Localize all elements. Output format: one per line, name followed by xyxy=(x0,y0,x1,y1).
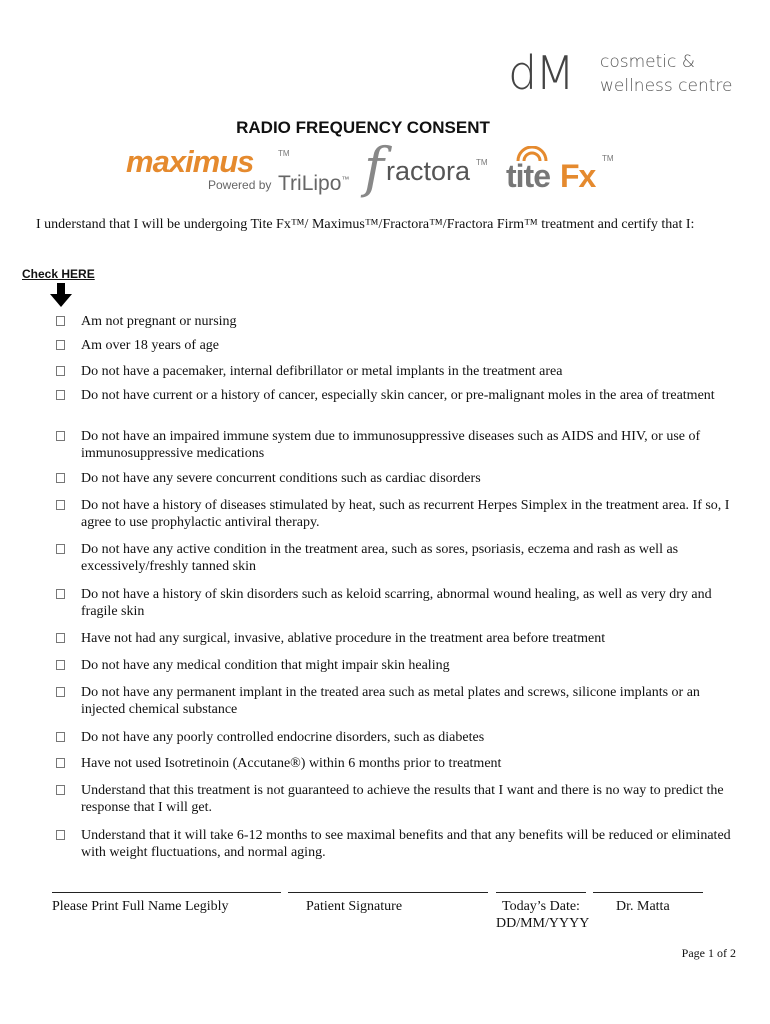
check-here-label: Check HERE xyxy=(22,267,95,281)
checklist-item[interactable]: Do not have a history of diseases stimulated by heat, such as recurrent Herpes Simplex in the treatment area. If so, I agree to use prophylactic antiviral therapy. xyxy=(56,497,740,531)
trilipo-wordmark: TriLipo™ xyxy=(278,172,350,195)
checklist-item[interactable]: Do not have any permanent implant in the treated area such as metal plates and screws, silicone implants or an injected chemical substance xyxy=(56,684,740,718)
name-signature-line[interactable] xyxy=(52,892,281,893)
checkbox[interactable] xyxy=(56,687,65,697)
checklist-item[interactable]: Do not have current or a history of cancer, especially skin cancer, or pre-malignant moles in the area of treatment xyxy=(56,387,740,404)
page-number: Page 1 of 2 xyxy=(681,946,736,960)
checkbox[interactable] xyxy=(56,390,65,400)
checklist-item[interactable]: Do not have any severe concurrent conditions such as cardiac disorders xyxy=(56,470,740,487)
checklist-item[interactable]: Understand that this treatment is not guaranteed to achieve the results that I want and there is no way to predict the response that I will get. xyxy=(56,782,740,816)
titefx-tite-text: tite xyxy=(506,158,550,194)
checklist-item[interactable]: Have not used Isotretinoin (Accutane®) within 6 months prior to treatment xyxy=(56,755,740,772)
document-title: RADIO FREQUENCY CONSENT xyxy=(236,118,490,137)
checkbox[interactable] xyxy=(56,366,65,376)
patient-signature-line[interactable] xyxy=(288,892,488,893)
powered-by-text: Powered by xyxy=(208,178,272,192)
checkbox[interactable] xyxy=(56,633,65,643)
checkbox[interactable] xyxy=(56,316,65,326)
checklist-item[interactable]: Understand that it will take 6-12 months to see maximal benefits and that any benefits will be reduced or eliminated with weight fluctuations, and normal aging. xyxy=(56,827,740,861)
checklist-item[interactable]: Do not have any active condition in the treatment area, such as sores, psoriasis, eczema and rash as well as excessively/freshly tanned skin xyxy=(56,541,740,575)
checkbox[interactable] xyxy=(56,473,65,483)
checklist-item[interactable]: Do not have a history of skin disorders such as keloid scarring, abnormal wound healing, as well as very dry and fragile skin xyxy=(56,586,740,620)
date-signature-line[interactable] xyxy=(496,892,586,893)
name-field-label: Please Print Full Name Legibly xyxy=(52,899,229,914)
clinic-name-line1: cosmetic & xyxy=(600,52,696,72)
intro-paragraph: I understand that I will be undergoing Tite Fx™/ Maximus™/Fractora™/Fractora Firm™ treatment and certify that I: xyxy=(36,217,695,232)
checklist-item[interactable]: Have not had any surgical, invasive, ablative procedure in the treatment area before treatment xyxy=(56,630,740,647)
checkbox[interactable] xyxy=(56,500,65,510)
checklist-item[interactable]: Do not have an impaired immune system due to immunosuppressive diseases such as AIDS and HIV, or use of immunosuppressive medications xyxy=(56,428,740,462)
fractora-f-glyph: f xyxy=(364,136,384,199)
maximus-logo xyxy=(126,144,366,194)
maximus-trademark: TM xyxy=(278,149,290,158)
checkbox[interactable] xyxy=(56,340,65,350)
date-field-label: Today’s Date: xyxy=(502,899,580,914)
titefx-trademark: TM xyxy=(602,154,614,163)
checkbox[interactable] xyxy=(56,732,65,742)
checklist-item[interactable]: Do not have any medical condition that might impair skin healing xyxy=(56,657,740,674)
fractora-logo xyxy=(364,136,494,200)
checklist-item[interactable]: Am not pregnant or nursing xyxy=(56,313,740,330)
doctor-field-label: Dr. Matta xyxy=(616,899,670,914)
checkbox[interactable] xyxy=(56,589,65,599)
doctor-signature-line[interactable] xyxy=(593,892,703,893)
checklist-item[interactable]: Am over 18 years of age xyxy=(56,337,740,354)
checkbox[interactable] xyxy=(56,830,65,840)
titefx-logo xyxy=(506,146,616,192)
signature-field-label: Patient Signature xyxy=(306,899,403,914)
checkbox[interactable] xyxy=(56,758,65,768)
down-arrow-icon xyxy=(50,283,72,307)
titefx-fx-text: Fx xyxy=(560,158,596,194)
checklist-item[interactable]: Do not have a pacemaker, internal defibrillator or metal implants in the treatment area xyxy=(56,363,740,380)
clinic-logo-mark: dM xyxy=(508,46,573,100)
checklist-item[interactable]: Do not have any poorly controlled endocrine disorders, such as diabetes xyxy=(56,729,740,746)
date-format-label: DD/MM/YYYY xyxy=(496,916,590,931)
clinic-name-line2: wellness centre xyxy=(600,76,733,96)
clinic-logo xyxy=(508,46,740,102)
checkbox[interactable] xyxy=(56,431,65,441)
checkbox[interactable] xyxy=(56,660,65,670)
checkbox[interactable] xyxy=(56,544,65,554)
checkbox[interactable] xyxy=(56,785,65,795)
fractora-wordmark: ractora xyxy=(386,156,471,186)
maximus-wordmark: maximus xyxy=(126,144,254,179)
fractora-trademark: TM xyxy=(476,158,488,167)
